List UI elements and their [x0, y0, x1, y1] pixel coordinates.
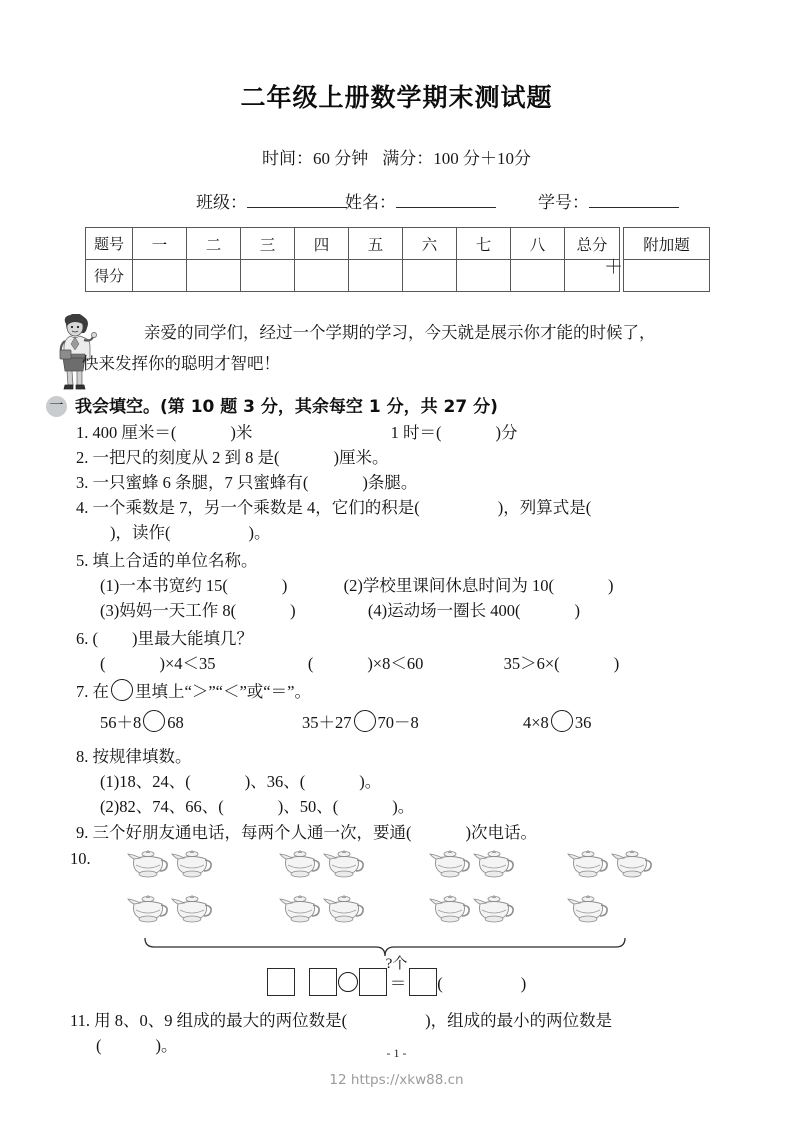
intro-line-1: 亲爱的同学们，经过一个学期的学习，今天就是展示你才能的时候了，: [144, 323, 656, 342]
question-4-cont: [110, 520, 271, 545]
score-cell-1[interactable]: [133, 260, 187, 292]
score-cell-6[interactable]: [403, 260, 457, 292]
section-badge: 一: [46, 396, 67, 417]
question-11-line-1-mid: )，组成的最小的两位数是: [425, 1011, 613, 1030]
question-3-number: 3.: [76, 473, 89, 492]
score-cell-8[interactable]: [511, 260, 565, 292]
question-9: [76, 820, 537, 845]
question-5-row-1: [100, 573, 613, 598]
exam-total-score: 满分：100 分＋10分: [382, 149, 531, 168]
question-10-number-wrap: [70, 846, 91, 871]
teapot-icon: [278, 845, 322, 885]
question-5-item-3: (3)妈妈一天工作 8(: [100, 601, 237, 620]
name-field[interactable]: [345, 188, 496, 213]
teapot-icon: [428, 890, 472, 930]
name-label: 姓名：: [345, 193, 396, 212]
question-9-text: 三个好朋友通电话，每两个人通一次，要通(: [92, 823, 412, 842]
score-col-8: 八: [511, 228, 565, 260]
question-4: [76, 495, 591, 520]
score-cell-3[interactable]: [241, 260, 295, 292]
teapot-row-1: [118, 845, 758, 890]
score-cell-7[interactable]: [457, 260, 511, 292]
score-col-2: 二: [187, 228, 241, 260]
teapot-brace-label: ?个: [385, 956, 408, 972]
question-5-item-1: (1)一本书宽约 15(: [100, 576, 228, 595]
section-one-header: [46, 392, 766, 417]
teapot-icon: [428, 845, 472, 885]
question-2-text: 一把尺的刻度从 2 到 8 是(: [92, 448, 280, 467]
question-6: [76, 626, 253, 651]
score-table: [85, 227, 620, 292]
score-cell-5[interactable]: [349, 260, 403, 292]
question-4-number: 4.: [76, 498, 89, 517]
question-6-item-1: (: [100, 654, 106, 673]
table-row-scores: [86, 260, 620, 292]
question-5-item-2: (2)学校里课间休息时间为 10(: [343, 576, 554, 595]
table-row: [624, 228, 710, 260]
compare-circle-icon: [111, 679, 133, 701]
question-5-row-2: [100, 598, 580, 623]
question-2-text-end: )厘米。: [333, 448, 389, 467]
question-7-item-1-right: 68: [167, 713, 184, 732]
question-10-teapot-figure: [118, 845, 758, 935]
score-col-1: 一: [133, 228, 187, 260]
question-3-text: 一只蜜蜂 6 条腿，7 只蜜蜂有(: [92, 473, 309, 492]
score-col-7: 七: [457, 228, 511, 260]
question-7-item-3-left: 4×8: [523, 713, 549, 732]
score-col-3: 三: [241, 228, 295, 260]
question-3-text-end: )条腿。: [362, 473, 418, 492]
question-6-number: 6.: [76, 629, 89, 648]
question-8-title: 按规律填数。: [92, 747, 192, 766]
class-label: 班级：: [196, 193, 247, 212]
exam-meta: [0, 144, 793, 169]
question-8-row-1: [100, 769, 381, 794]
intro-line-2: 快来发挥你的聪明才智吧！: [82, 354, 280, 373]
question-5-number: 5.: [76, 551, 89, 570]
question-1-text-a: 400 厘米＝(: [92, 423, 177, 442]
question-1-text-b-end: )分: [495, 423, 518, 442]
score-cell-2[interactable]: [187, 260, 241, 292]
question-6-title-b: )里最大能填几？: [132, 629, 253, 648]
question-1-text-b: 1 时＝(: [390, 423, 442, 442]
teapot-icon: [566, 845, 610, 885]
question-6-item-1-end: )×4＜35: [159, 654, 216, 673]
table-row: [624, 260, 710, 292]
teapot-icon: [322, 890, 366, 930]
question-7-item-1-left: 56＋8: [100, 713, 142, 732]
plus-icon: ＋: [604, 257, 624, 278]
question-5-item-3-end: ): [290, 601, 296, 620]
answer-box[interactable]: [409, 968, 437, 996]
question-8-item-2-mid: )、50、(: [277, 797, 339, 816]
question-8: [76, 744, 192, 769]
teapot-icon: [126, 890, 170, 930]
question-7-item-2-right: 70－8: [377, 713, 419, 732]
equals-sign: ＝: [389, 974, 407, 993]
question-6-title-a: (: [92, 629, 98, 648]
question-10-number: 10.: [70, 849, 91, 868]
question-5-item-2-end: ): [607, 576, 614, 595]
question-1-number: 1.: [76, 423, 89, 442]
answer-box[interactable]: [267, 968, 295, 996]
question-8-item-2: (2)82、74、66、(: [100, 797, 224, 816]
teapot-row-2: [118, 890, 758, 935]
section-title: 我会填空。(第 10 题 3 分，其余每空 1 分，共 27 分): [75, 397, 498, 417]
teapot-icon: [610, 845, 654, 885]
teapot-icon: [322, 845, 366, 885]
student-id-input-line[interactable]: [589, 192, 679, 208]
question-5-item-1-end: ): [281, 576, 288, 595]
answer-box[interactable]: [309, 968, 337, 996]
question-7: [76, 679, 311, 704]
score-col-4: 四: [295, 228, 349, 260]
question-11-line-1: 用 8、0、9 组成的最大的两位数是(: [94, 1011, 348, 1030]
question-8-item-1-mid: )、36、(: [244, 772, 306, 791]
question-7-item-3-right: 36: [574, 713, 592, 732]
question-6-item-3-end: ): [613, 654, 620, 673]
answer-circle[interactable]: [551, 710, 573, 732]
question-6-item-2-end: )×8＜60: [367, 654, 424, 673]
question-8-item-2-end: )。: [392, 797, 415, 816]
question-5-item-4-end: ): [574, 601, 580, 620]
score-col-5: 五: [349, 228, 403, 260]
teapot-icon: [472, 890, 516, 930]
intro-text: [82, 317, 786, 379]
question-4-line-1-mid: )，列算式是(: [497, 498, 592, 517]
question-2-number: 2.: [76, 448, 89, 467]
question-2: [76, 445, 389, 470]
question-10-trailing-paren-close: ): [520, 974, 527, 993]
operator-circle[interactable]: [338, 972, 358, 992]
question-7-row: [100, 710, 591, 735]
question-11: [70, 1008, 612, 1033]
question-10-trailing-paren: (: [437, 974, 443, 993]
student-id-field[interactable]: [538, 188, 679, 213]
name-input-line[interactable]: [396, 192, 496, 208]
teapot-icon: [170, 890, 214, 930]
question-4-line-2: )，读作(: [110, 523, 171, 542]
teapot-icon: [472, 845, 516, 885]
answer-circle[interactable]: [143, 710, 165, 732]
page-number: - 1 -: [386, 1046, 407, 1060]
question-6-item-3: 35＞6×(: [503, 654, 560, 673]
question-5-title: 填上合适的单位名称。: [92, 551, 258, 570]
page-title: 二年级上册数学期末测试题: [240, 83, 553, 112]
question-3: [76, 470, 417, 495]
student-id-label: 学号：: [538, 193, 589, 212]
question-4-line-1: 一个乘数是 7，另一个乘数是 4，它们的积是(: [92, 498, 420, 517]
extra-header: 附加题: [624, 228, 710, 260]
teapot-icon: [170, 845, 214, 885]
class-input-line[interactable]: [247, 192, 347, 208]
question-5: [76, 548, 258, 573]
question-5-item-4: (4)运动场一圈长 400(: [367, 601, 521, 620]
exam-time: 时间：60 分钟: [262, 149, 369, 168]
teapot-icon: [566, 890, 610, 930]
question-4-line-2-end: )。: [248, 523, 271, 542]
question-11-line-2: (: [96, 1036, 102, 1055]
score-table-row-label-1: 题号: [86, 228, 133, 260]
question-11-number: 11.: [70, 1011, 91, 1030]
question-1-text-a-end: )米: [230, 423, 253, 442]
extra-score-table: [623, 227, 710, 292]
question-11-line-2-end: )。: [155, 1036, 178, 1055]
question-7-title-a: 在: [92, 682, 109, 701]
question-7-number: 7.: [76, 682, 89, 701]
question-8-row-2: [100, 794, 414, 819]
question-10-answer-row: [0, 968, 793, 996]
question-1: [76, 420, 518, 445]
question-6-row: [100, 651, 619, 676]
score-col-total: 总分: [565, 228, 620, 260]
score-table-row-label-2: 得分: [86, 260, 133, 292]
score-col-6: 六: [403, 228, 457, 260]
teapot-icon: [126, 845, 170, 885]
question-9-text-end: )次电话。: [465, 823, 537, 842]
class-field[interactable]: [196, 188, 347, 213]
question-8-item-1-end: )。: [359, 772, 382, 791]
question-7-item-2-left: 35＋27: [302, 713, 352, 732]
answer-box[interactable]: [359, 968, 387, 996]
teapot-icon: [278, 890, 322, 930]
answer-circle[interactable]: [354, 710, 376, 732]
score-cell-4[interactable]: [295, 260, 349, 292]
table-row-header: [86, 228, 620, 260]
question-8-number: 8.: [76, 747, 89, 766]
question-8-item-1: (1)18、24、(: [100, 772, 191, 791]
watermark: 12 https://xkw88.cn: [329, 1072, 464, 1088]
question-7-title-b: 里填上“＞”“＜”或“＝”。: [135, 682, 311, 701]
question-6-item-2: (: [307, 654, 314, 673]
question-9-number: 9.: [76, 823, 89, 842]
extra-score-cell[interactable]: [624, 260, 710, 292]
